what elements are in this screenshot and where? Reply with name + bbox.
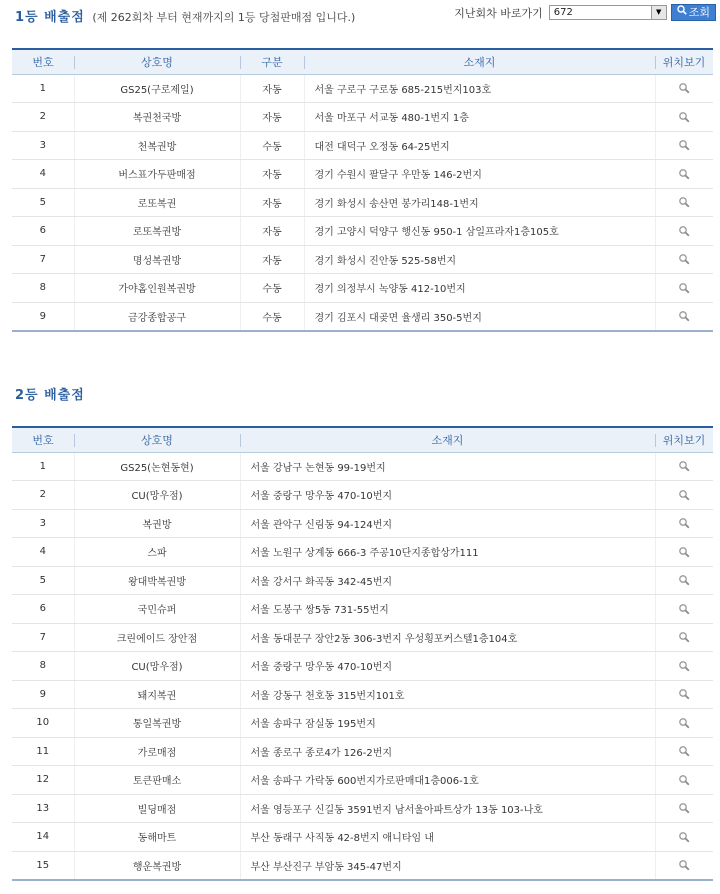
row-store-name: GS25(논현동현) — [74, 452, 240, 481]
row-type: 수동 — [240, 274, 304, 303]
row-store-name: 통일복권방 — [74, 709, 240, 738]
table-row — [12, 652, 713, 681]
row-type: 자동 — [240, 245, 304, 274]
row-address: 경기 김포시 대곶면 율생리 350-5번지 — [304, 302, 655, 331]
row-address: 경기 의정부시 녹양동 412-10번지 — [304, 274, 655, 303]
magnifier-icon[interactable] — [678, 574, 690, 586]
round-select-value: 672 — [553, 7, 573, 18]
location-cell — [655, 623, 713, 652]
table-row — [12, 217, 713, 246]
col-header-address: 소재지 — [240, 427, 655, 452]
magnifier-icon[interactable] — [678, 82, 690, 94]
row-address: 부산 동래구 사직동 42-8번지 애니타임 내 — [240, 823, 655, 852]
col-header-name: 상호명 — [74, 49, 240, 74]
row-address: 서울 영등포구 신길동 3591번지 남서울아파트상가 13동 103-나호 — [240, 794, 655, 823]
section2-title: 2등 배출점 — [15, 388, 85, 403]
magnifier-icon[interactable] — [678, 168, 690, 180]
chevron-down-icon[interactable]: ▼ — [651, 6, 666, 19]
round-select[interactable] — [549, 5, 667, 20]
row-store-name: 버스표가두판매점 — [74, 160, 240, 189]
location-cell — [655, 737, 713, 766]
table-row — [12, 452, 713, 481]
row-address: 경기 화성시 진안동 525-58번지 — [304, 245, 655, 274]
table-row — [12, 851, 713, 880]
row-address: 서울 구로구 구로동 685-215번지103호 — [304, 74, 655, 103]
row-no: 3 — [12, 131, 74, 160]
row-no: 7 — [12, 623, 74, 652]
row-store-name: 명성복권방 — [74, 245, 240, 274]
table-row — [12, 188, 713, 217]
table-row — [12, 680, 713, 709]
row-store-name: 로또복권방 — [74, 217, 240, 246]
row-address: 서울 동대문구 장안2동 306-3번지 우성횡포커스텔1층104호 — [240, 623, 655, 652]
row-store-name: CU(망우점) — [74, 652, 240, 681]
search-button-label: 조회 — [688, 6, 710, 19]
location-cell — [655, 823, 713, 852]
table-row — [12, 481, 713, 510]
table-row — [12, 623, 713, 652]
row-no: 14 — [12, 823, 74, 852]
round-nav-label: 지난회차 바로가기 — [454, 6, 543, 20]
col-header-no: 번호 — [12, 49, 74, 74]
col-header-no: 번호 — [12, 427, 74, 452]
search-button[interactable] — [671, 4, 716, 21]
row-address: 서울 관악구 신림동 94-124번지 — [240, 509, 655, 538]
row-store-name: 스파 — [74, 538, 240, 567]
row-no: 11 — [12, 737, 74, 766]
row-store-name: 돼지복권 — [74, 680, 240, 709]
magnifier-icon[interactable] — [678, 859, 690, 871]
location-cell — [655, 538, 713, 567]
row-store-name: 왕대박복권방 — [74, 566, 240, 595]
magnifier-icon[interactable] — [678, 745, 690, 757]
row-no: 15 — [12, 851, 74, 880]
row-address: 서울 도봉구 쌍5동 731-55번지 — [240, 595, 655, 624]
row-store-name: 토큰판매소 — [74, 766, 240, 795]
col-header-location: 위치보기 — [655, 49, 713, 74]
row-no: 6 — [12, 217, 74, 246]
row-address: 경기 화성시 송산면 봉가리148-1번지 — [304, 188, 655, 217]
row-type: 자동 — [240, 103, 304, 132]
section2-heading — [15, 384, 85, 403]
table-header-row — [12, 49, 713, 74]
table-row — [12, 766, 713, 795]
table-row — [12, 509, 713, 538]
row-no: 9 — [12, 302, 74, 331]
location-cell — [655, 566, 713, 595]
second-prize-table — [12, 426, 713, 881]
row-store-name: 가야홈인원복권방 — [74, 274, 240, 303]
location-cell — [655, 509, 713, 538]
row-address: 대전 대덕구 오정동 64-25번지 — [304, 131, 655, 160]
table-row — [12, 74, 713, 103]
first-prize-table — [12, 48, 713, 332]
location-cell — [655, 680, 713, 709]
row-no: 13 — [12, 794, 74, 823]
round-navigation — [454, 4, 716, 21]
row-type: 자동 — [240, 217, 304, 246]
row-address: 서울 강서구 화곡동 342-45번지 — [240, 566, 655, 595]
row-address: 경기 고양시 덕양구 행신동 950-1 삼일프라자1층105호 — [304, 217, 655, 246]
row-address: 서울 송파구 잠실동 195번지 — [240, 709, 655, 738]
row-store-name: CU(망우점) — [74, 481, 240, 510]
row-type: 자동 — [240, 74, 304, 103]
table-row — [12, 131, 713, 160]
table-row — [12, 737, 713, 766]
table-header-row — [12, 427, 713, 452]
table-row — [12, 160, 713, 189]
location-cell — [655, 766, 713, 795]
magnifier-icon[interactable] — [678, 603, 690, 615]
row-type: 수동 — [240, 131, 304, 160]
table-row — [12, 302, 713, 331]
table-row — [12, 566, 713, 595]
second-prize-rows — [12, 452, 713, 880]
row-no: 9 — [12, 680, 74, 709]
magnifier-icon[interactable] — [678, 253, 690, 265]
row-type: 수동 — [240, 302, 304, 331]
magnifier-icon[interactable] — [678, 111, 690, 123]
col-header-name: 상호명 — [74, 427, 240, 452]
row-address: 서울 강남구 논현동 99-19번지 — [240, 452, 655, 481]
location-cell — [655, 188, 713, 217]
magnifier-icon[interactable] — [678, 517, 690, 529]
row-no: 5 — [12, 566, 74, 595]
row-no: 2 — [12, 103, 74, 132]
magnifier-icon[interactable] — [678, 688, 690, 700]
search-icon — [677, 5, 687, 20]
section1-title: 1등 배출점 — [15, 10, 85, 25]
row-store-name: GS25(구로제일) — [74, 74, 240, 103]
row-store-name: 행운복권방 — [74, 851, 240, 880]
first-prize-rows — [12, 74, 713, 331]
row-no: 2 — [12, 481, 74, 510]
magnifier-icon[interactable] — [678, 660, 690, 672]
row-no: 12 — [12, 766, 74, 795]
location-cell — [655, 595, 713, 624]
col-header-address: 소재지 — [304, 49, 655, 74]
row-store-name: 가로매점 — [74, 737, 240, 766]
col-header-type: 구분 — [240, 49, 304, 74]
row-address: 서울 노원구 상계동 666-3 주공10단지종합상가111 — [240, 538, 655, 567]
location-cell — [655, 103, 713, 132]
row-store-name: 복권방 — [74, 509, 240, 538]
row-no: 10 — [12, 709, 74, 738]
location-cell — [655, 709, 713, 738]
row-store-name: 로또복권 — [74, 188, 240, 217]
col-header-location: 위치보기 — [655, 427, 713, 452]
location-cell — [655, 302, 713, 331]
location-cell — [655, 652, 713, 681]
row-type: 자동 — [240, 160, 304, 189]
row-store-name: 빌딩매점 — [74, 794, 240, 823]
table-row — [12, 709, 713, 738]
table-row — [12, 245, 713, 274]
row-store-name: 금강종합공구 — [74, 302, 240, 331]
section1-heading — [15, 6, 355, 25]
row-address: 서울 중랑구 망우동 470-10번지 — [240, 481, 655, 510]
table-row — [12, 103, 713, 132]
row-store-name: 복권천국방 — [74, 103, 240, 132]
table-row — [12, 274, 713, 303]
row-no: 6 — [12, 595, 74, 624]
row-store-name: 천복권방 — [74, 131, 240, 160]
location-cell — [655, 452, 713, 481]
magnifier-icon[interactable] — [678, 631, 690, 643]
magnifier-icon[interactable] — [678, 774, 690, 786]
magnifier-icon[interactable] — [678, 225, 690, 237]
location-cell — [655, 131, 713, 160]
row-no: 4 — [12, 538, 74, 567]
section1-note: (제 262회차 부터 현재까지의 1등 당첨판매점 입니다.) — [92, 11, 356, 24]
table-row — [12, 595, 713, 624]
magnifier-icon[interactable] — [678, 139, 690, 151]
location-cell — [655, 794, 713, 823]
row-no: 1 — [12, 452, 74, 481]
magnifier-icon[interactable] — [678, 802, 690, 814]
magnifier-icon[interactable] — [678, 310, 690, 322]
row-no: 7 — [12, 245, 74, 274]
location-cell — [655, 481, 713, 510]
row-no: 3 — [12, 509, 74, 538]
row-address: 서울 마포구 서교동 480-1번지 1층 — [304, 103, 655, 132]
location-cell — [655, 274, 713, 303]
location-cell — [655, 217, 713, 246]
magnifier-icon[interactable] — [678, 546, 690, 558]
row-address: 서울 중랑구 망우동 470-10번지 — [240, 652, 655, 681]
row-store-name: 동해마트 — [74, 823, 240, 852]
row-store-name: 크린에이드 장안점 — [74, 623, 240, 652]
location-cell — [655, 160, 713, 189]
row-address: 경기 수원시 팔달구 우만동 146-2번지 — [304, 160, 655, 189]
magnifier-icon[interactable] — [678, 460, 690, 472]
row-store-name: 국민슈퍼 — [74, 595, 240, 624]
table-row — [12, 794, 713, 823]
row-address: 서울 강동구 천호동 315번지101호 — [240, 680, 655, 709]
row-address: 부산 부산진구 부암동 345-47번지 — [240, 851, 655, 880]
row-no: 5 — [12, 188, 74, 217]
row-no: 1 — [12, 74, 74, 103]
location-cell — [655, 245, 713, 274]
location-cell — [655, 851, 713, 880]
row-type: 자동 — [240, 188, 304, 217]
magnifier-icon[interactable] — [678, 489, 690, 501]
location-cell — [655, 74, 713, 103]
row-no: 4 — [12, 160, 74, 189]
magnifier-icon[interactable] — [678, 717, 690, 729]
table-row — [12, 823, 713, 852]
row-no: 8 — [12, 274, 74, 303]
magnifier-icon[interactable] — [678, 196, 690, 208]
magnifier-icon[interactable] — [678, 282, 690, 294]
row-address: 서울 종로구 종로4가 126-2번지 — [240, 737, 655, 766]
row-no: 8 — [12, 652, 74, 681]
table-row — [12, 538, 713, 567]
magnifier-icon[interactable] — [678, 831, 690, 843]
row-address: 서울 송파구 가락동 600번지가로판매대1층006-1호 — [240, 766, 655, 795]
